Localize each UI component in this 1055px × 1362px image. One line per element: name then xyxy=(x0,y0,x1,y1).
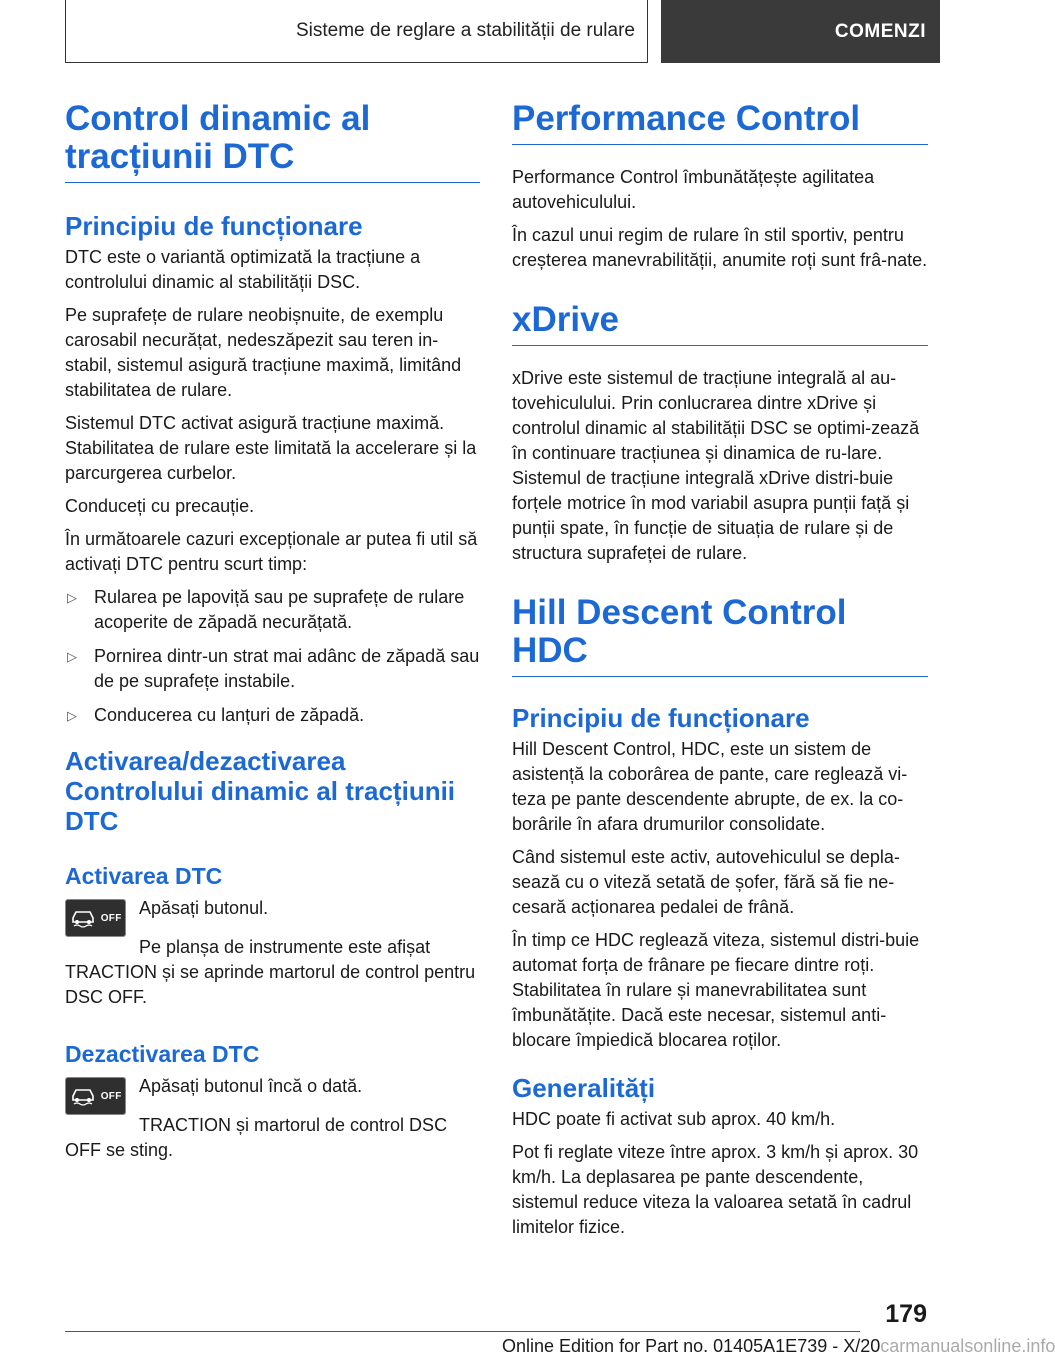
hdc-title: Hill Descent Control HDC xyxy=(512,594,928,677)
performance-paragraph-2: În cazul unui regim de rulare în stil sportiv, pentru creșterea manevrabilității, anumite roți sunt frâ‐nate. xyxy=(512,225,928,270)
footer-divider xyxy=(65,1331,860,1332)
header-chapter-title: COMENZI xyxy=(834,20,926,42)
list-item xyxy=(65,585,480,635)
dtc-bullet-list xyxy=(65,585,480,728)
list-item-text: Conducerea cu lanțuri de zăpadă. xyxy=(94,705,365,725)
activate-step-2-text: Pe planșa de instrumente este afișat TRACTION și se aprinde martorul de control pentru DSC OFF. xyxy=(65,937,476,1007)
dtc-paragraph-5: În următoarele cazuri excepționale ar putea fi util să activați DTC pentru scurt timp: xyxy=(65,529,478,574)
activate-step-1: Apăsați butonul. xyxy=(139,898,269,918)
dtc-title: Control dinamic al tracțiunii DTC xyxy=(65,100,480,183)
dtc-activation-heading: Activarea/dezactivarea Controlului dinamic al tracțiunii DTC xyxy=(65,746,456,836)
dtc-paragraph-1: DTC este o variantă optimizată la tracțiune a controlului dinamic al stabilității DSC. xyxy=(65,247,421,292)
header-section-title: Sisteme de reglare a stabilității de rulare xyxy=(295,20,635,41)
right-column xyxy=(512,100,928,1248)
dtc-activate-heading: Activarea DTC xyxy=(65,863,223,889)
deactivate-step-2-text: TRACTION și martorul de control DSC OFF se sting. xyxy=(65,1115,448,1160)
list-item xyxy=(65,644,480,694)
header-chapter-tab xyxy=(661,0,940,63)
car-skid-icon xyxy=(69,907,97,929)
deactivate-step-1: Apăsați butonul încă o dată. xyxy=(139,1076,363,1096)
deactivate-step-2 xyxy=(65,1113,480,1163)
dtc-off-button-icon xyxy=(65,899,126,937)
dtc-off-button-icon xyxy=(65,1077,126,1115)
performance-paragraph-1: Performance Control îmbunătățește agilitatea autovehiculului. xyxy=(512,167,875,212)
dtc-deactivate-heading: Dezactivarea DTC xyxy=(65,1041,260,1067)
triangle-bullet-icon: ▷ xyxy=(67,708,77,723)
hdc-paragraph-3: În timp ce HDC reglează viteza, sistemul distri‐buie automat forța de frânare pe fiecare dintre roți. Stabilitatea în rulare și manevrabilitatea sunt îmbunătățite. Dacă este necesar, sistemul anti‐blocare împiedică blocarea roților. xyxy=(512,930,920,1050)
header-section-tab xyxy=(65,0,648,63)
page-number: 179 xyxy=(885,1300,927,1328)
list-item xyxy=(65,703,480,728)
triangle-bullet-icon: ▷ xyxy=(67,649,77,664)
footer-edition xyxy=(502,1336,1055,1357)
performance-control-title: Performance Control xyxy=(512,100,928,145)
dtc-paragraph-3: Sistemul DTC activat asigură tracțiune maximă. Stabilitatea de rulare este limitată la accelerare și la parcurgerea curbelor. xyxy=(65,413,477,483)
footer-watermark: carmanualsonline.info xyxy=(880,1336,1055,1356)
general-paragraph-2: Pot fi reglate viteze între aprox. 3 km/h și aprox. 30 km/h. La deplasarea pe pante descendente, sistemul reduce viteza la valoarea setată în cadrul limitelor fizice. xyxy=(512,1142,919,1237)
deactivate-block xyxy=(65,1074,480,1115)
hdc-general-heading: Generalități xyxy=(512,1073,656,1103)
hdc-paragraph-1: Hill Descent Control, HDC, este un sistem de asistență la coborârea de pante, care reglează vi‐teza pe pante descendente abrupte, de ex. la co‐borârile în afara drumurilor consolidate. xyxy=(512,739,908,834)
xdrive-title: xDrive xyxy=(512,301,928,346)
dtc-paragraph-2: Pe suprafețe de rulare neobișnuite, de exemplu carosabil necurățat, nedeszăpezit sau teren in‐stabil, sistemul asigură tracțiune maximă, limitând stabilitatea de rulare. xyxy=(65,305,462,400)
off-label: OFF xyxy=(100,1090,122,1102)
general-paragraph-1: HDC poate fi activat sub aprox. 40 km/h. xyxy=(512,1109,836,1129)
off-label: OFF xyxy=(100,912,122,924)
xdrive-paragraph: xDrive este sistemul de tracțiune integrală al au‐tovehiculului. Prin conlucrarea dintre xDrive și controlul dinamic al stabilității DSC se optimi‐zează în continuare tracțiunea și dinamica de ru‐lare. Sistemul de tracțiune integrală xDrive distri‐buie forțele motrice în mod variabil asupra punții față și punții spate, în funcție de situația de rulare și de structura suprafeței de rulare. xyxy=(512,368,920,563)
list-item-text: Rularea pe lapoviță sau pe suprafețe de rulare acoperite de zăpadă necurățată. xyxy=(94,587,465,632)
list-item-text: Pornirea dintr-un strat mai adânc de zăpadă sau de pe suprafețe instabile. xyxy=(94,646,480,691)
dtc-paragraph-4: Conduceți cu precauție. xyxy=(65,496,255,516)
activate-block xyxy=(65,896,480,937)
hdc-paragraph-2: Când sistemul este activ, autovehiculul se depla‐sează cu o viteză setată de șofer, fără să fie ne‐cesară acționarea pedalei de frână. xyxy=(512,847,900,917)
hdc-principle-heading: Principiu de funcționare xyxy=(512,703,810,733)
activate-step-2 xyxy=(65,935,480,1010)
footer-edition-text: Online Edition for Part no. 01405A1E739 - X/20 xyxy=(502,1336,881,1356)
left-column xyxy=(65,100,480,1171)
dtc-principle-heading: Principiu de funcționare xyxy=(65,211,363,241)
car-skid-icon xyxy=(69,1085,97,1107)
triangle-bullet-icon: ▷ xyxy=(67,590,77,605)
